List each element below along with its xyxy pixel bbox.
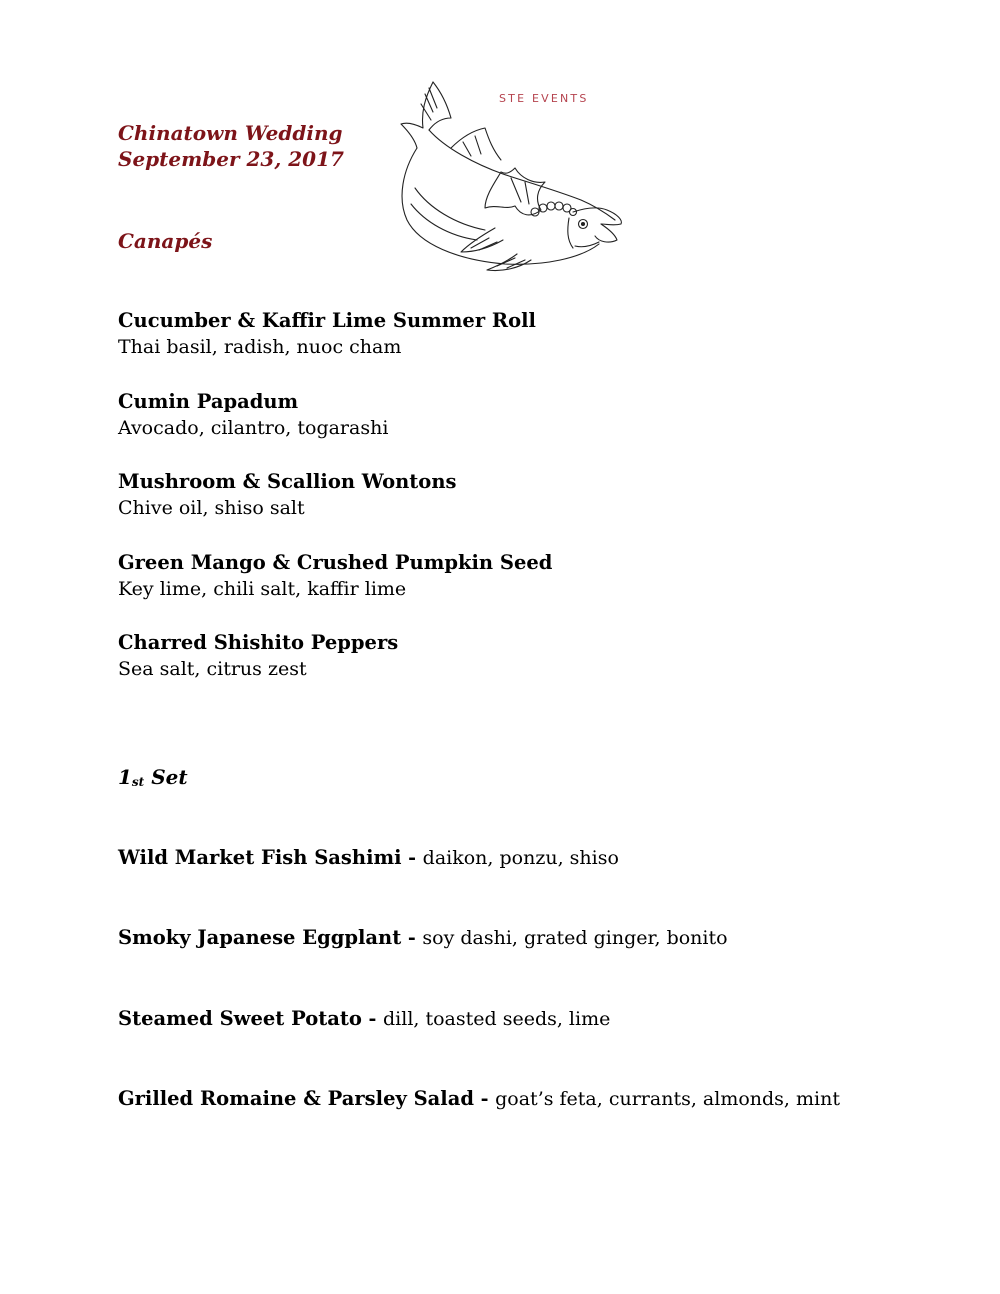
canape-name: Cumin Papadum [118,390,299,413]
set-item-description: soy dashi, grated ginger, bonito [422,927,728,949]
canape-item [118,468,456,522]
set-item-separator: - [474,1088,496,1110]
set-item-name: Wild Market Fish Sashimi [118,846,402,869]
set-item-separator: - [401,847,423,869]
canape-name: Mushroom & Scallion Wontons [118,470,457,493]
canape-name: Green Mango & Crushed Pumpkin Seed [118,551,553,574]
set-item-name: Smoky Japanese Eggplant [118,926,402,949]
set-item [118,844,619,872]
canape-item [118,549,552,603]
set-item-description: daikon, ponzu, shiso [422,847,619,869]
set-item-description: goat’s feta, currants, almonds, mint [495,1088,840,1110]
set-item [118,1005,610,1033]
canape-name: Cucumber & Kaffir Lime Summer Roll [118,309,536,332]
set-item [118,1085,840,1113]
set-item-separator: - [401,927,423,949]
canape-item [118,388,388,442]
first-set-ordinal: st [131,775,145,789]
canape-description: Thai basil, radish, nuoc cham [118,336,402,358]
canape-description: Chive oil, shiso salt [118,497,305,519]
event-title: Chinatown Wedding [118,121,343,145]
canape-name: Charred Shishito Peppers [118,631,399,654]
canape-description: Key lime, chili salt, kaffir lime [118,578,407,600]
salmon-fish-illustration-icon [385,78,635,278]
first-set-word: Set [151,765,188,789]
brand-logo-text: STE EVENTS [499,92,589,105]
canape-item [118,629,398,683]
event-date: September 23, 2017 [118,147,344,171]
set-item-description: dill, toasted seeds, lime [383,1008,611,1030]
canape-item [118,307,536,361]
canape-description: Avocado, cilantro, togarashi [118,417,389,439]
canapes-heading: Canapés [118,229,213,253]
set-item-separator: - [361,1008,383,1030]
first-set-heading [118,764,188,795]
set-item-name: Grilled Romaine & Parsley Salad [118,1087,474,1110]
set-item-name: Steamed Sweet Potato [118,1007,362,1030]
first-set-number: 1 [118,765,132,789]
canape-description: Sea salt, citrus zest [118,658,307,680]
set-item [118,924,728,952]
